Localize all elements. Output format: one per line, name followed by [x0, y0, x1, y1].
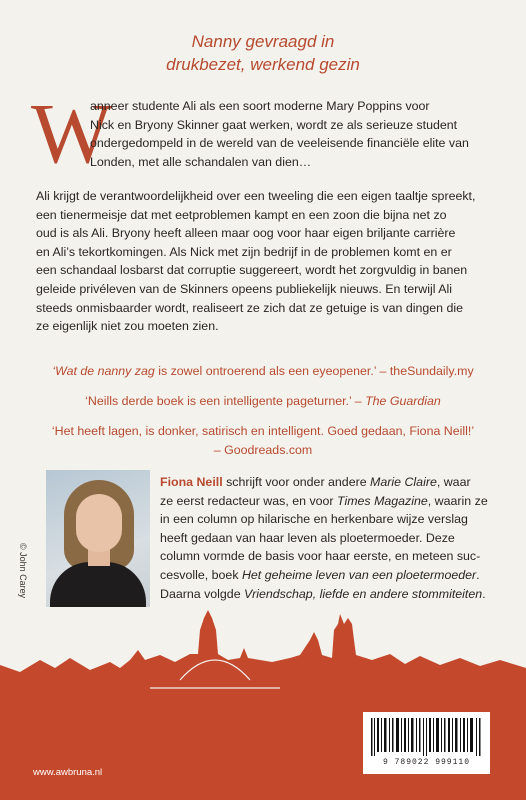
intro-line: Nick en Bryony Skinner gaat werken, wordt ze als serieuze student	[90, 117, 458, 132]
quote-source: The Guardian	[365, 394, 441, 408]
review-quote-2	[0, 392, 526, 411]
body-line: steeds onmisbaarder wordt, realiseert ze zich dat ze getuige is van dingen die	[36, 300, 464, 315]
bio-line: in een column op hilarische en herkenbare wijze verslag	[160, 512, 468, 527]
quote-title: ‘Wat de nanny zag	[52, 364, 155, 378]
barcode	[363, 712, 490, 774]
quote-text: ‘Het heeft lagen, is donker, satirisch en intelligent. Goed gedaan, Fiona Neill!’	[51, 424, 475, 438]
quote-text: ‘Neills derde boek is een intelligente pageturner.’ –	[85, 394, 366, 408]
author-name: Fiona Neill	[160, 475, 223, 489]
bio-line: heeft gedaan van haar leven als ploetermoeder. Deze	[160, 530, 455, 545]
body-line: een schandaal losbarst dat corruptie suggereert, wordt het zorgvuldig in banen	[36, 263, 468, 278]
intro-line: ondergedompeld in de wereld van de veeleisende financiële elite van	[90, 136, 469, 151]
tagline-line-1: Nanny gevraagd in	[191, 32, 335, 51]
tagline-line-2: drukbezet, werkend gezin	[166, 55, 360, 74]
body-line: een tienermeisje dat met eetproblemen kampt en een zoon die bijna net zo	[36, 207, 447, 222]
publisher-url[interactable]: www.awbruna.nl	[33, 767, 103, 778]
review-quote-1	[0, 362, 526, 381]
body-line: geleide privéleven van de Skinners opeens publiekelijk nieuws. En terwijl Ali	[36, 281, 453, 296]
intro-line: Londen, met alle schandalen van dien…	[90, 154, 312, 169]
intro-line: anneer studente Ali als een soort moderne Mary Poppins voor	[90, 99, 430, 113]
review-quote-3	[0, 422, 526, 459]
quote-source: – Goodreads.com	[213, 442, 313, 457]
author-photo	[46, 470, 150, 607]
body-paragraph	[36, 187, 475, 336]
tagline	[0, 30, 526, 76]
isbn-number: 9 789022 999110	[382, 758, 470, 767]
body-line: Ali krijgt de verantwoordelijkheid over een tweeling die een eigen taaltje spreekt,	[36, 189, 476, 203]
drop-cap: W	[31, 85, 113, 181]
quote-text: is zowel ontroerend als een eyeopener.’ – theSundaily.my	[154, 364, 474, 378]
body-line: oud is als Ali. Bryony heeft alleen maar oog voor haar eigen briljante carrière	[36, 226, 456, 241]
bio-line: column vormde de basis voor haar eerste, en meteen suc-	[160, 549, 481, 564]
intro-paragraph	[90, 97, 469, 171]
photo-credit: © John Carey	[18, 543, 28, 599]
author-bio: Fiona Neill schrijft voor onder andere Marie Claire, waar ze eerst redacteur was, en voor Times Magazine, waarin ze in een column op hilarische en herkenbare wijze verslag heeft gedaan van haar leven als ploetermoeder. Deze column vormde de basis voor haar eerste, en meteen suc- cesvolle, boek Het geheime leven van een ploetermoeder. Daarna volgde Vriendschap, liefde en andere stommiteiten.	[160, 475, 488, 601]
body-line: en Ali’s tekortkomingen. Als Nick met zijn bedrijf in de problemen komt en er	[36, 244, 452, 259]
body-line: ze eigenlijk niet zou moeten zien.	[36, 319, 219, 334]
